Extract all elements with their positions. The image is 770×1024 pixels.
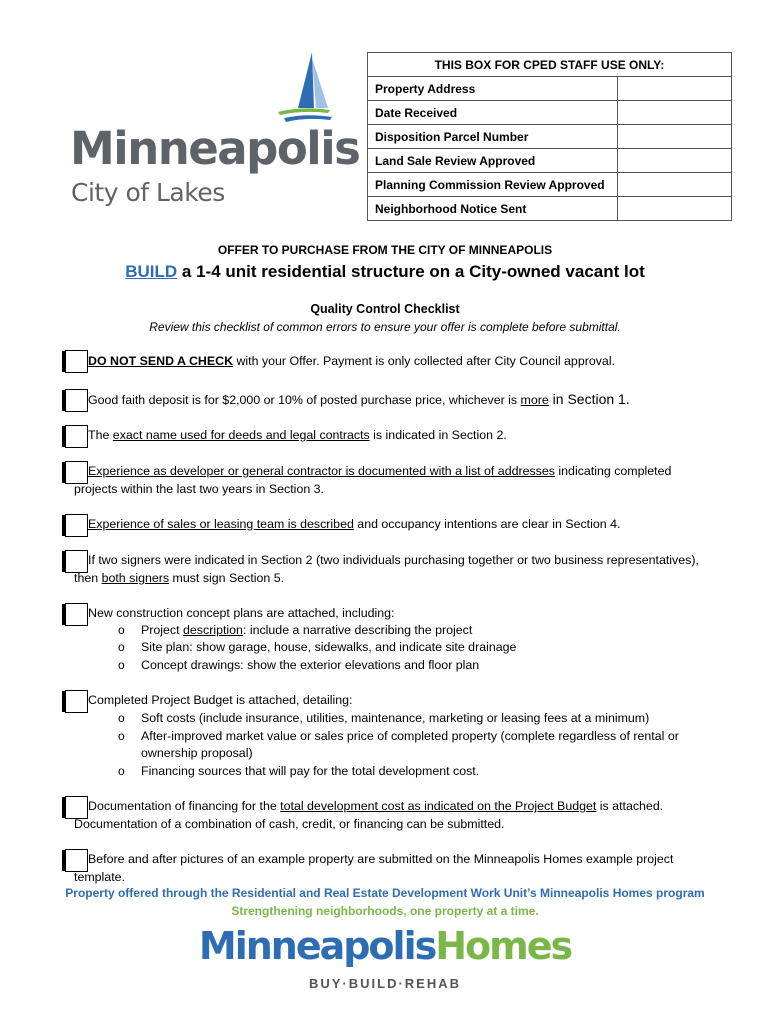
item-9-underline: total development cost as indicated on the Project Budget: [280, 799, 597, 813]
page-title: [0, 262, 770, 282]
item-2-underline: more: [520, 393, 549, 407]
checklist-subtitle: Review this checklist of common errors to ensure your offer is complete before submittal.: [149, 320, 621, 334]
item-3-tail: is indicated in Section 2.: [369, 428, 507, 442]
item-9-tail: is attached.: [596, 799, 664, 813]
homes-logo-part-a: Minneapolis: [198, 924, 436, 968]
homes-logo-part-b: Homes: [435, 924, 572, 968]
item-1-emphasis: DO NOT SEND A CHECK: [88, 354, 234, 368]
item-1-text: with your Offer. Payment is only collected after City Council approval.: [233, 354, 616, 368]
checklist-item-7: New construction concept plans are attached, including:: [88, 606, 395, 620]
checklist-item-6: If two signers were indicated in Section 2 (two individuals purchasing together or two business representatives),: [88, 553, 699, 567]
staff-row-value[interactable]: [618, 149, 732, 173]
bullet-icon: o: [118, 623, 125, 637]
staff-row-value[interactable]: [618, 173, 732, 197]
item-7-sub-2: Site plan: show garage, house, sidewalks, and indicate site drainage: [141, 640, 517, 654]
checklist-item-5: [88, 516, 620, 533]
bullet-icon: o: [118, 764, 125, 778]
checkbox-5[interactable]: [65, 514, 88, 537]
bullet-icon: o: [118, 711, 125, 725]
item-6-underline: both signers: [101, 571, 170, 585]
checkbox-7[interactable]: [65, 603, 88, 626]
checklist-title: Quality Control Checklist: [310, 302, 460, 316]
checklist-item-2: [88, 391, 630, 409]
item-7-sub-3: Concept drawings: show the exterior elevations and floor plan: [141, 658, 480, 672]
logo-tagline: City of Lakes: [71, 178, 225, 207]
staff-row-value[interactable]: [618, 125, 732, 149]
item-3-text: The: [88, 428, 113, 442]
checkbox-3[interactable]: [65, 425, 88, 448]
item-8-sub-2-cont: ownership proposal): [141, 746, 253, 760]
staff-row-label: Disposition Parcel Number: [368, 125, 618, 149]
checklist-item-9-cont: Documentation of a combination of cash, credit, or financing can be submitted.: [74, 817, 505, 831]
item-9-text: Documentation of financing for the: [88, 799, 281, 813]
checklist-item-10-cont: template.: [74, 870, 125, 884]
staff-row-value[interactable]: [618, 197, 732, 221]
item-7-sub-1: [141, 622, 472, 639]
checklist-item-10: Before and after pictures of an example property are submitted on the Minneapolis Homes example project: [88, 852, 674, 866]
checklist-item-4-cont: projects within the last two years in Section 3.: [74, 482, 324, 496]
staff-row-value[interactable]: [618, 77, 732, 101]
checklist-item-9: [88, 798, 663, 815]
staff-row-label: Neighborhood Notice Sent: [368, 197, 618, 221]
item-7-sub-1-underline: description: [183, 623, 243, 637]
bullet-icon: o: [118, 640, 125, 654]
minneapolis-logo: [70, 50, 360, 215]
staff-row-label: Date Received: [368, 101, 618, 125]
item-4-underline: Experience as developer or general contractor is documented with a list of addresses: [88, 464, 555, 478]
bullet-icon: o: [118, 658, 125, 672]
item-2-text: Good faith deposit is for $2,000 or 10% of posted purchase price, whichever is: [88, 393, 521, 407]
checklist-item-8: Completed Project Budget is attached, detailing:: [88, 693, 353, 707]
build-word: BUILD: [125, 262, 178, 281]
item-7-sub-1-text: Project: [141, 623, 184, 637]
checklist-item-4: [88, 463, 671, 480]
title-rest: a 1-4 unit residential structure on a City-owned vacant lot: [177, 262, 645, 281]
item-8-sub-3: Financing sources that will pay for the total development cost.: [141, 764, 480, 778]
staff-box-header: THIS BOX FOR CPED STAFF USE ONLY:: [368, 53, 732, 77]
staff-row-label: Property Address: [368, 77, 618, 101]
item-4-text: indicating completed: [554, 464, 672, 478]
bullet-icon: o: [118, 729, 125, 743]
item-5-text: and occupancy intentions are clear in Section 4.: [353, 517, 621, 531]
footer-program: Property offered through the Residential and Real Estate Development Work Unit’s Minneapolis Homes program: [65, 886, 705, 900]
item-3-underline: exact name used for deeds and legal contracts: [112, 428, 370, 442]
item-7-sub-1-tail: : include a narrative describing the project: [242, 623, 473, 637]
staff-row-label: Planning Commission Review Approved: [368, 173, 618, 197]
staff-use-box: [367, 52, 732, 221]
footer-tagline: Strengthening neighborhoods, one property at a time.: [231, 904, 539, 918]
item-8-sub-2: After-improved market value or sales price of completed property (complete regardless of rental or: [141, 729, 679, 743]
sail-icon: [270, 50, 335, 130]
checkbox-2[interactable]: [65, 389, 88, 412]
item-6-tail: must sign Section 5.: [169, 571, 285, 585]
item-2-tail: in Section 1.: [548, 391, 630, 407]
minneapolis-homes-logo: [0, 924, 770, 968]
checkbox-1[interactable]: [65, 350, 88, 373]
checklist-item-6-cont: [74, 570, 284, 587]
item-5-underline: Experience of sales or leasing team is described: [88, 517, 354, 531]
item-8-sub-1: Soft costs (include insurance, utilities, maintenance, marketing or leasing fees at a minimum): [141, 711, 650, 725]
item-6-text: then: [74, 571, 102, 585]
staff-row-value[interactable]: [618, 101, 732, 125]
homes-logo-tagline: BUY·BUILD·REHAB: [308, 976, 462, 991]
logo-wordmark: Minneapolis: [70, 122, 360, 175]
checkbox-8[interactable]: [65, 690, 88, 713]
checklist-item-1: [88, 353, 615, 370]
checklist-item-3: [88, 427, 507, 444]
staff-row-label: Land Sale Review Approved: [368, 149, 618, 173]
offer-title: OFFER TO PURCHASE FROM THE CITY OF MINNEAPOLIS: [217, 243, 553, 257]
